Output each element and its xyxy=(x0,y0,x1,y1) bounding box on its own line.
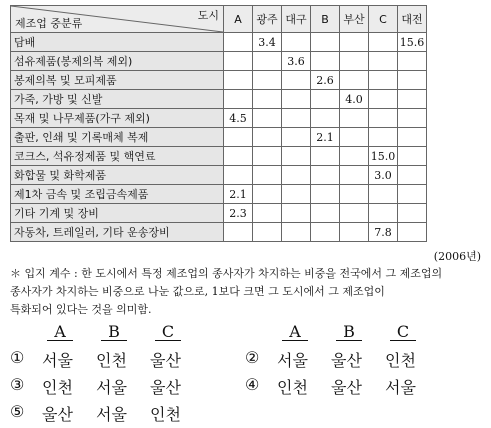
value-cell xyxy=(282,33,311,52)
value-cell: 3.0 xyxy=(369,166,398,185)
table-header-row xyxy=(11,6,427,33)
row-label-cell: 가죽, 가방 및 신발 xyxy=(11,90,224,109)
column-header: C xyxy=(369,6,398,33)
row-label-cell: 봉제의복 및 모피제품 xyxy=(11,71,224,90)
value-cell xyxy=(398,204,427,223)
value-cell xyxy=(369,33,398,52)
choice-col-c: C xyxy=(155,323,181,341)
value-cell xyxy=(340,109,369,128)
value-cell xyxy=(311,90,340,109)
value-cell xyxy=(340,71,369,90)
footnote-line: ＊ 입지 계수 : 한 도시에서 특정 제조업의 종사자가 차지하는 비중을 전국에서 그 제조업의 xyxy=(10,267,443,280)
table-body xyxy=(11,6,427,242)
choice-word: 울산 xyxy=(150,351,181,370)
choice-col-a: A xyxy=(282,323,308,341)
value-cell xyxy=(224,90,253,109)
table-row xyxy=(11,71,427,90)
table-row xyxy=(11,147,427,166)
row-label-cell: 자동차, 트레일러, 기타 운송장비 xyxy=(11,223,224,242)
value-cell xyxy=(369,71,398,90)
value-cell xyxy=(282,204,311,223)
row-label-cell: 코크스, 석유정제품 및 핵연료 xyxy=(11,147,224,166)
choice-word: 서울 xyxy=(42,351,73,370)
row-label-cell: 기타 기계 및 장비 xyxy=(11,204,224,223)
column-header: B xyxy=(311,6,340,33)
footnote xyxy=(10,265,480,319)
footnote-line: 종사자가 차지하는 비중으로 나눈 값으로, 1보다 크면 그 도시에서 그 제조업이 xyxy=(10,285,385,298)
value-cell xyxy=(282,71,311,90)
value-cell xyxy=(398,128,427,147)
value-cell xyxy=(340,185,369,204)
table-row xyxy=(11,128,427,147)
choice-word: 인천 xyxy=(150,405,181,424)
value-cell xyxy=(369,90,398,109)
choice-word: 인천 xyxy=(96,351,127,370)
value-cell xyxy=(253,147,282,166)
value-cell xyxy=(282,147,311,166)
choice-col-b: B xyxy=(336,323,362,341)
value-cell xyxy=(253,71,282,90)
table-row xyxy=(11,109,427,128)
choice-number: ① xyxy=(10,348,25,367)
row-label-cell: 출판, 인쇄 및 기록매체 복제 xyxy=(11,128,224,147)
table-year: (2006년) xyxy=(433,250,481,263)
value-cell: 3.6 xyxy=(282,52,311,71)
footnote-line: 특화되어 있다는 것을 의미함. xyxy=(10,303,152,316)
value-cell xyxy=(340,52,369,71)
value-cell xyxy=(253,128,282,147)
table-row xyxy=(11,33,427,52)
value-cell xyxy=(253,204,282,223)
choice-word: 서울 xyxy=(277,351,308,370)
choice-col-b: B xyxy=(101,323,127,341)
value-cell xyxy=(369,128,398,147)
value-cell xyxy=(340,166,369,185)
value-cell: 4.5 xyxy=(224,109,253,128)
value-cell xyxy=(224,128,253,147)
value-cell: 2.1 xyxy=(224,185,253,204)
value-cell: 2.3 xyxy=(224,204,253,223)
column-header: 부산 xyxy=(340,6,369,33)
value-cell xyxy=(253,223,282,242)
value-cell xyxy=(282,90,311,109)
value-cell xyxy=(398,185,427,204)
value-cell xyxy=(369,185,398,204)
value-cell xyxy=(398,147,427,166)
value-cell xyxy=(340,223,369,242)
value-cell xyxy=(340,128,369,147)
value-cell xyxy=(253,109,282,128)
industry-location-table xyxy=(10,5,427,242)
value-cell xyxy=(253,90,282,109)
choice-word: 인천 xyxy=(277,378,308,397)
value-cell xyxy=(311,52,340,71)
value-cell xyxy=(398,166,427,185)
value-cell xyxy=(224,223,253,242)
value-cell: 15.0 xyxy=(369,147,398,166)
value-cell xyxy=(398,52,427,71)
value-cell xyxy=(311,33,340,52)
row-label-cell: 섬유제품(봉제의복 제외) xyxy=(11,52,224,71)
value-cell xyxy=(311,223,340,242)
column-header: 광주 xyxy=(253,6,282,33)
value-cell xyxy=(369,204,398,223)
row-label-cell: 화합물 및 화학제품 xyxy=(11,166,224,185)
choice-number: ③ xyxy=(10,375,25,394)
value-cell xyxy=(398,223,427,242)
header-industry-label: 제조업 중분류 xyxy=(15,17,83,30)
choice-number: ④ xyxy=(245,375,260,394)
header-city-label: 도시 xyxy=(197,9,219,22)
value-cell xyxy=(224,33,253,52)
table-row xyxy=(11,166,427,185)
value-cell xyxy=(311,147,340,166)
value-cell xyxy=(282,109,311,128)
value-cell: 3.4 xyxy=(253,33,282,52)
choice-word: 울산 xyxy=(331,351,362,370)
column-header: 대전 xyxy=(398,6,427,33)
value-cell xyxy=(311,185,340,204)
choice-number: ② xyxy=(245,348,260,367)
choice-col-a: A xyxy=(47,323,73,341)
value-cell xyxy=(398,90,427,109)
corner-header-cell xyxy=(11,6,224,33)
table-row xyxy=(11,90,427,109)
choice-number: ⑤ xyxy=(10,402,25,421)
value-cell xyxy=(282,166,311,185)
row-label-cell: 담배 xyxy=(11,33,224,52)
value-cell xyxy=(224,166,253,185)
column-header: A xyxy=(224,6,253,33)
row-label-cell: 제1차 금속 및 조립금속제품 xyxy=(11,185,224,204)
choice-word: 서울 xyxy=(96,405,127,424)
value-cell xyxy=(340,147,369,166)
value-cell: 2.1 xyxy=(311,128,340,147)
choice-word: 울산 xyxy=(42,405,73,424)
value-cell: 7.8 xyxy=(369,223,398,242)
value-cell: 2.6 xyxy=(311,71,340,90)
value-cell xyxy=(253,185,282,204)
table-row xyxy=(11,223,427,242)
value-cell xyxy=(224,52,253,71)
choice-col-c: C xyxy=(390,323,416,341)
choice-word: 서울 xyxy=(96,378,127,397)
value-cell xyxy=(369,109,398,128)
value-cell xyxy=(224,147,253,166)
choice-word: 울산 xyxy=(150,378,181,397)
table-row xyxy=(11,204,427,223)
value-cell xyxy=(311,166,340,185)
value-cell xyxy=(282,223,311,242)
column-header: 대구 xyxy=(282,6,311,33)
table-row xyxy=(11,185,427,204)
value-cell xyxy=(340,33,369,52)
value-cell xyxy=(253,52,282,71)
value-cell xyxy=(224,71,253,90)
value-cell xyxy=(398,71,427,90)
value-cell xyxy=(282,128,311,147)
value-cell: 15.6 xyxy=(398,33,427,52)
value-cell: 4.0 xyxy=(340,90,369,109)
choice-word: 울산 xyxy=(331,378,362,397)
table-row xyxy=(11,52,427,71)
value-cell xyxy=(311,109,340,128)
value-cell xyxy=(311,204,340,223)
choice-word: 서울 xyxy=(385,378,416,397)
choice-word: 인천 xyxy=(42,378,73,397)
value-cell xyxy=(253,166,282,185)
value-cell xyxy=(340,204,369,223)
choice-word: 인천 xyxy=(385,351,416,370)
value-cell xyxy=(282,185,311,204)
value-cell xyxy=(398,109,427,128)
row-label-cell: 목재 및 나무제품(가구 제외) xyxy=(11,109,224,128)
value-cell xyxy=(369,52,398,71)
